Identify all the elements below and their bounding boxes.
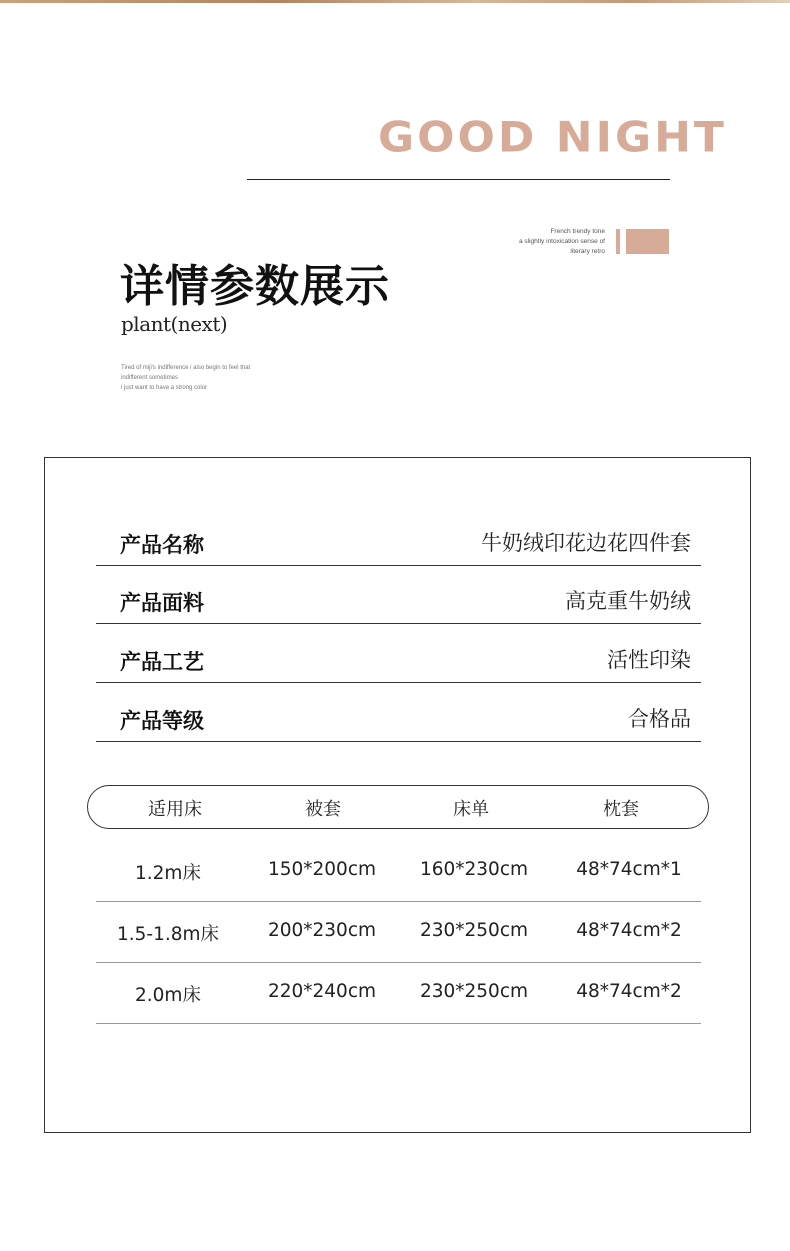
spec-row-grade <box>96 683 701 742</box>
header-cell-sheet: 床单 <box>453 799 489 820</box>
table-cell: 200*230cm <box>267 920 377 941</box>
tagline-line: a slightly intoxication sense of <box>519 238 605 245</box>
table-cell: 230*250cm <box>419 920 529 941</box>
size-table-header <box>87 785 709 829</box>
spec-value: 高克重牛奶绒 <box>565 589 691 613</box>
small-text-line: Tired of miji's indifference i also begin to feel that <box>121 365 251 371</box>
table-row <box>96 840 701 902</box>
accent-bar <box>616 229 620 254</box>
spec-label: 产品等级 <box>120 709 204 733</box>
section-title: 详情参数展示 <box>120 261 390 312</box>
header-cell-duvet: 被套 <box>305 799 341 820</box>
spec-row-name <box>96 507 701 566</box>
brand-divider <box>247 179 670 180</box>
spec-row-fabric <box>96 565 701 624</box>
small-text-line: i just want to have a strong color <box>121 385 208 391</box>
spec-value: 牛奶绒印花边花四件套 <box>481 531 691 555</box>
script-word: plant(next) <box>121 312 228 336</box>
table-cell: 2.0m床 <box>135 985 201 1006</box>
tagline <box>470 227 605 257</box>
top-decorative-strip <box>0 0 790 3</box>
table-cell: 1.5-1.8m床 <box>116 924 220 945</box>
table-row <box>96 962 701 1024</box>
tagline-line: French trendy tone <box>550 228 605 235</box>
decorative-small-text <box>121 363 341 393</box>
spec-value: 活性印染 <box>607 648 691 672</box>
header-cell-pillow: 枕套 <box>603 799 639 820</box>
spec-label: 产品工艺 <box>120 650 204 674</box>
tagline-line: literary retro <box>570 248 605 255</box>
table-cell: 150*200cm <box>267 859 377 880</box>
brand-title: GOOD NIGHT <box>378 113 727 162</box>
table-cell: 160*230cm <box>419 859 529 880</box>
spec-value: 合格品 <box>628 707 691 731</box>
table-cell: 230*250cm <box>419 981 529 1002</box>
table-cell: 48*74cm*2 <box>576 920 682 941</box>
header-cell-bed: 适用床 <box>148 799 202 820</box>
table-cell: 48*74cm*2 <box>576 981 682 1002</box>
table-cell: 1.2m床 <box>135 863 201 884</box>
table-cell: 220*240cm <box>267 981 377 1002</box>
spec-row-process <box>96 624 701 683</box>
spec-label: 产品面料 <box>120 591 204 615</box>
table-cell: 48*74cm*1 <box>576 859 682 880</box>
table-row <box>96 901 701 963</box>
accent-swatch <box>626 229 669 254</box>
spec-label: 产品名称 <box>120 533 204 557</box>
small-text-line: indifferent sometimes <box>121 375 178 381</box>
detail-panel <box>44 457 751 1133</box>
